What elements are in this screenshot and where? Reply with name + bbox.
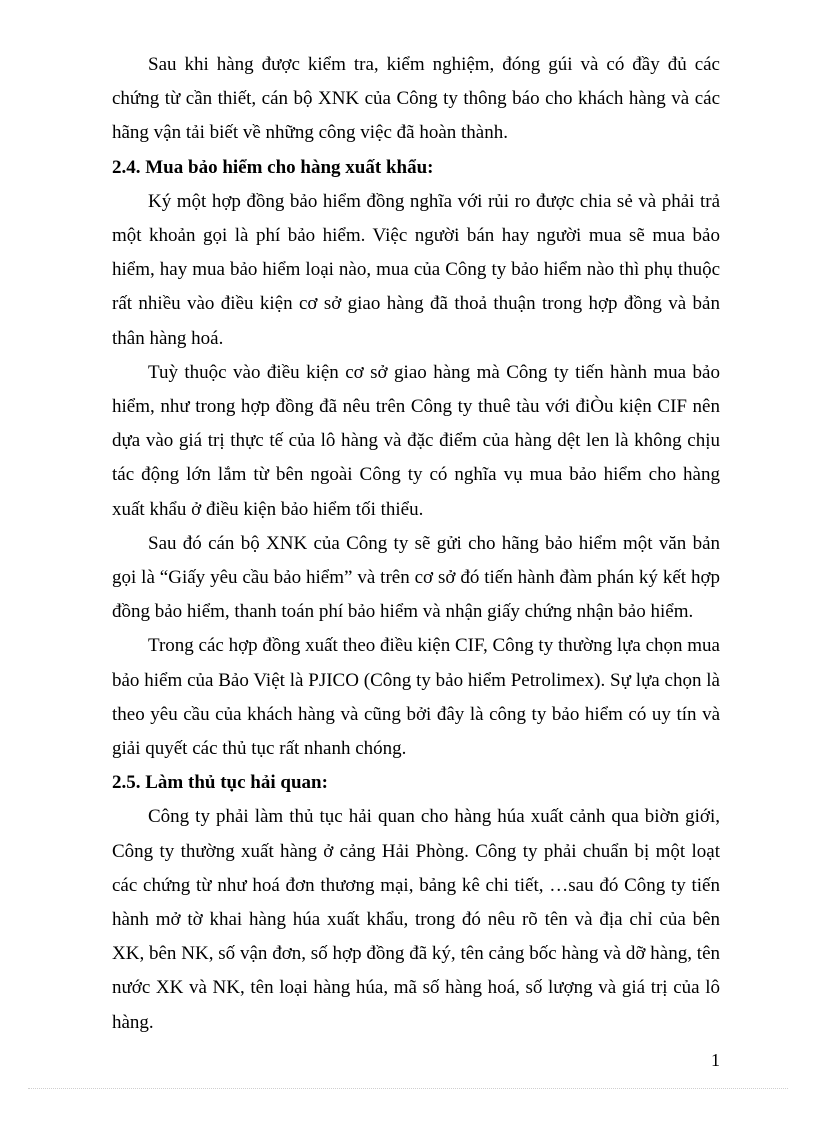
paragraph-insurance-provider: Trong các hợp đồng xuất theo điều kiện CIF, Công ty thường lựa chọn mua bảo hiểm của Bảo Việt là PJICO (Công ty bảo hiểm Petrolimex). Sự lựa chọn là theo yêu cầu của khách hàng và cũng bởi đây là công ty bảo hiểm có uy tín và giải quyết các thủ tục rất nhanh chóng. xyxy=(112,635,720,760)
paragraph-inspection-notice: Sau khi hàng được kiểm tra, kiểm nghiệm, đóng gúi và có đầy đủ các chứng từ cần thiết, cán bộ XNK của Công ty thông báo cho khách hàng và các hãng vận tải biết về những công việc đã hoàn thành. xyxy=(112,54,720,144)
paragraph-customs-procedure: Công ty phải làm thủ tục hải quan cho hàng húa xuất cảnh qua biờn giới, Công ty thường xuất hàng ở cảng Hải Phòng. Công ty phải chuẩn bị một loạt các chứng từ như hoá đơn thương mại, bảng kê chi tiết, …sau đó Công ty tiến hành mở tờ khai hàng húa xuất khẩu, trong đó nêu rõ tên và địa chỉ của bên XK, bên NK, số vận đơn, số hợp đồng đã ký, tên cảng bốc hàng và dỡ hàng, tên nước XK và NK, tên loại hàng húa, mã số hàng hoá, số lượng và giá trị của lô hàng. xyxy=(112,806,720,1033)
paragraph-insurance-request: Sau đó cán bộ XNK của Công ty sẽ gửi cho hãng bảo hiểm một văn bản gọi là “Giấy yêu cầu bảo hiểm” và trên cơ sở đó tiến hành đàm phán ký kết hợp đồng bảo hiểm, thanh toán phí bảo hiểm và nhận giấy chứng nhận bảo hiểm. xyxy=(112,532,720,623)
page-number: 1 xyxy=(711,1050,720,1070)
paragraph-insurance-contract: Ký một hợp đồng bảo hiểm đồng nghĩa với rủi ro được chia sẻ và phải trả một khoản gọi là phí bảo hiểm. Việc người bán hay người mua sẽ mua bảo hiểm, hay mua bảo hiểm loại nào, mua của Công ty bảo hiểm nào thì phụ thuộc rất nhiều vào điều kiện cơ sở giao hàng đã thoả thuận trong hợp đồng và bản thân hàng hoá. xyxy=(112,190,720,349)
paragraph-insurance-conditions: Tuỳ thuộc vào điều kiện cơ sở giao hàng mà Công ty tiến hành mua bảo hiểm, như trong hợp đồng đã nêu trên Công ty thuê tàu với điÒu kiện CIF nên dựa vào giá trị thực tế của lô hàng và đặc điểm của hàng dệt len là không chịu tác động lớn lắm từ bên ngoài Công ty có nghĩa vụ mua bảo hiểm cho hàng xuất khẩu ở điều kiện bảo hiểm tối thiểu. xyxy=(112,361,720,520)
document-body xyxy=(112,48,720,1040)
heading-customs: 2.5. Làm thủ tục hải quan: xyxy=(112,772,328,794)
footer-divider xyxy=(28,1088,788,1089)
heading-insurance: 2.4. Mua bảo hiểm cho hàng xuất khẩu: xyxy=(112,156,434,178)
